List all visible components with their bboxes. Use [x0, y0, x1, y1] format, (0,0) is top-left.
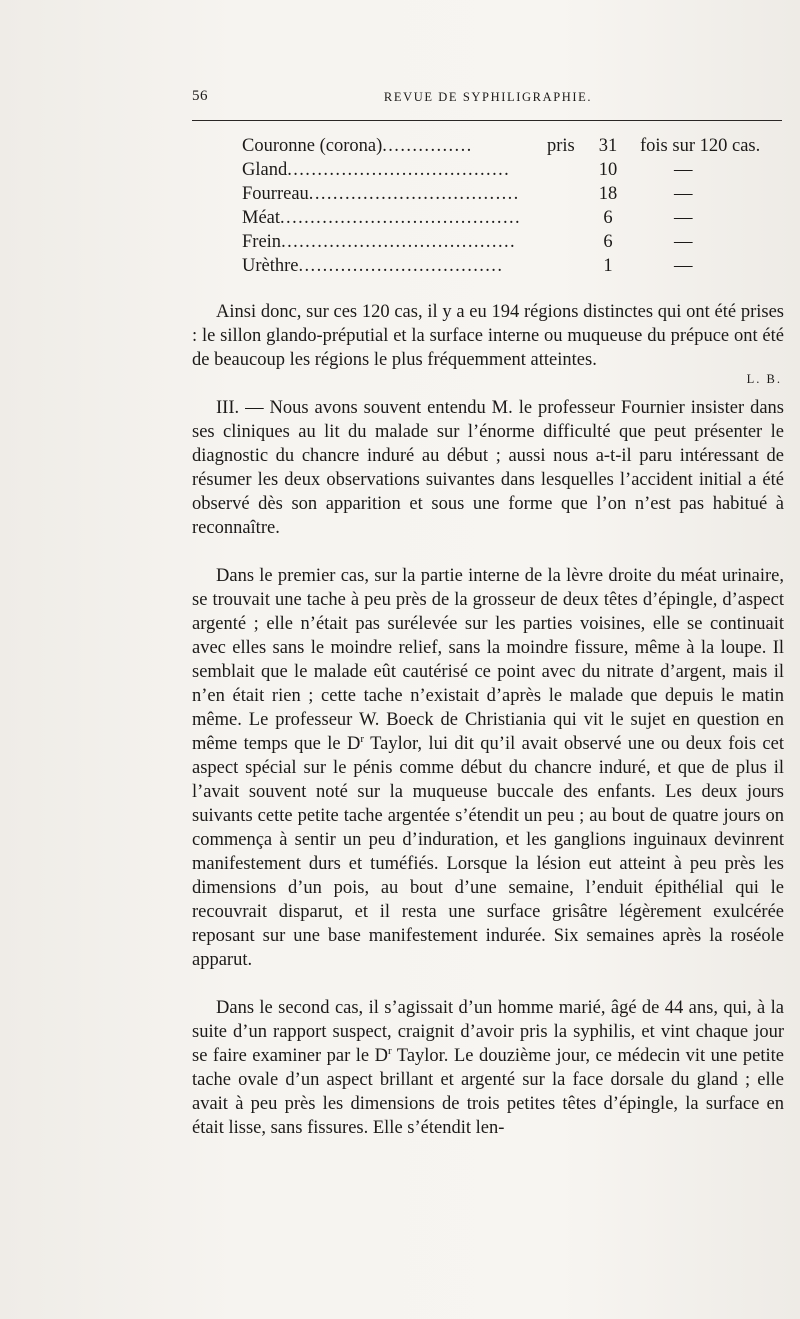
row-count: 10: [598, 160, 618, 180]
row-tail: fois sur 120 cas.: [640, 136, 761, 156]
row-count: 18: [598, 184, 618, 204]
ditto-dash: —: [674, 160, 693, 180]
ditto-dash: —: [674, 208, 693, 228]
summary-paragraph: [192, 300, 784, 372]
location-table: [242, 134, 782, 278]
running-title: REVUE DE SYPHILIGRAPHIE.: [383, 90, 593, 104]
row-label: Urèthre..................................: [242, 256, 504, 276]
superscript: r: [387, 1044, 392, 1057]
ditto-dash: —: [674, 232, 693, 252]
dot-leader: ........................................: [280, 208, 522, 228]
row-label: Gland.....................................: [242, 160, 511, 180]
row-count: 31: [598, 136, 618, 156]
paragraph-text: Dans le second cas, il s’agissait d’un homme marié, âgé de 44 ans, qui, à la suite d’un rapport suspect, craignit d’avoir pris la syphilis, et vint chaque jour se faire examiner par le $D^r$ Taylor. Le douzième jour, ce médecin vit une petite tache ovale d’un aspect brillant et argenté sur la face dorsale du gland ; elle avait à peu près les dimensions de trois petites têtes d’épingle, la surface en était lisse, sans fissures. Elle s’étendit len-: [192, 998, 784, 1138]
dot-leader: .......................................: [281, 232, 517, 252]
dot-leader: ...................................: [308, 184, 520, 204]
row-label: Couronne (corona)...............: [242, 136, 473, 156]
row-count: 6: [603, 232, 613, 252]
paragraph-text: III. — Nous avons souvent entendu M. le professeur Fournier insister dans ses cliniques au lit du malade sur l’énorme difficulté que peut présenter le diagnostic du chancre induré au début ; aussi nous a-t-il paru intéressant de résumer les deux observations suivantes dans lesquelles l’accident initial a été observé dès son apparition et sous une forme que l’on n’est pas habitué à reconnaître.: [192, 398, 784, 538]
ditto-dash: —: [674, 184, 693, 204]
table-row: [242, 158, 782, 182]
table-row: [242, 182, 782, 206]
superscript: r: [360, 732, 365, 745]
row-label: Méat........................................: [242, 208, 522, 228]
second-case-paragraph: [192, 996, 784, 1140]
first-case-paragraph: [192, 564, 784, 972]
row-pris: pris: [547, 136, 575, 156]
dot-leader: ..................................: [298, 256, 504, 276]
table-row: [242, 206, 782, 230]
section-three-intro: [192, 396, 784, 540]
table-row: [242, 254, 782, 278]
paragraph-text: Ainsi donc, sur ces 120 cas, il y a eu 194 régions distinctes qui ont été prises : le sillon glando-préputial et la surface interne ou muqueuse du prépuce ont été de beaucoup les régions le plus fréquemment atteintes.: [192, 302, 784, 370]
ditto-dash: —: [674, 256, 693, 276]
table-row: [242, 134, 782, 158]
page-header: [192, 88, 784, 108]
row-count: 1: [603, 256, 613, 276]
paragraph-text: Dans le premier cas, sur la partie interne de la lèvre droite du méat urinaire, se trouvait une tache à peu près de la grosseur de deux têtes d’épingle, d’aspect argenté ; elle n’était pas surélevée sur les parties voisines, elle se continuait avec elles sans le moindre relief, sans la moindre fissure, même à la loupe. Il semblait que le malade eût cautérisé ce point avec du nitrate d’argent, mais il n’en était rien ; cette tache n’existait d’après le malade que depuis le matin même. Le professeur W. Boeck de Christiania qui vit le sujet en question en même temps que le $D^r$ Taylor, lui dit qu’il avait observé une ou deux fois cet aspect spécial sur le pénis comme début du chancre induré, et que de plus il l’avait souvent noté sur la muqueuse buccale des enfants. Les deux jours suivants cette petite tache argentée s’étendit un peu ; au bout de quatre jours on commença à sentir un peu d’induration, et les ganglions inguinaux devinrent manifestement durs et tuméfiés. Lorsque la lésion eut atteint à peu près les dimensions d’un pois, au bout d’une semaine, l’enduit épithélial qui le recouvrait disparut, et il resta une surface grisâtre légèrement exulcérée reposant sur une base manifestement indurée. Six semaines après la roséole apparut.: [192, 566, 784, 970]
row-count: 6: [603, 208, 613, 228]
row-label: Frein.......................................: [242, 232, 517, 252]
dot-leader: .....................................: [287, 160, 511, 180]
table-row: [242, 230, 782, 254]
row-label: Fourreau...................................: [242, 184, 520, 204]
dot-leader: ...............: [382, 136, 473, 156]
page-number: 56: [192, 88, 208, 104]
author-initials: L. B.: [746, 372, 782, 386]
header-rule: [192, 120, 782, 121]
